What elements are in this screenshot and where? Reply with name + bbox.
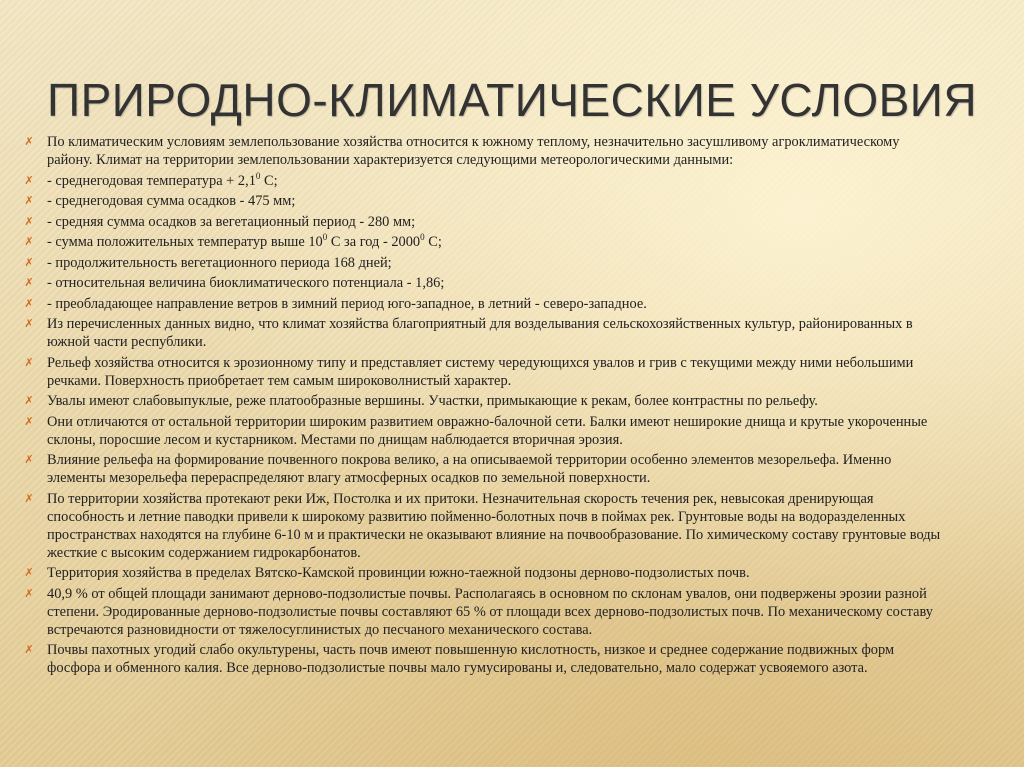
small-x-bullet-icon: ✗ bbox=[24, 214, 34, 228]
item-text: Влияние рельефа на формирование почвенного покрова велико, а на описываемой территории особенно элементов мезорельефа. Именно элементы мезорельефа перераспределяют влагу атмосферных осадков по земельной поверхности. bbox=[47, 452, 892, 486]
small-x-bullet-icon: ✗ bbox=[24, 173, 34, 187]
list-item bbox=[22, 213, 942, 231]
list-item bbox=[22, 192, 942, 210]
degree-superscript: 0 bbox=[322, 232, 328, 243]
small-x-bullet-icon: ✗ bbox=[24, 491, 34, 505]
list-item bbox=[22, 295, 942, 313]
item-text: - средняя сумма осадков за вегетационный период - 280 мм; bbox=[47, 213, 416, 230]
small-x-bullet-icon: ✗ bbox=[24, 643, 34, 656]
item-text: Почвы пахотных угодий слабо окультурены, часть почв имеют повышенную кислотность, низкое и среднее содержание подвижных форм фосфора и обменного калия. Все дерново-подзолистые почвы мало гумусированы и, следовательно, мало содержат усвояемого азота. bbox=[47, 642, 895, 676]
slide-title: ПРИРОДНО-КЛИМАТИЧЕСКИЕ УСЛОВИЯ bbox=[47, 74, 978, 126]
list-item bbox=[22, 315, 942, 351]
list-item bbox=[22, 172, 942, 190]
small-x-bullet-icon: ✗ bbox=[24, 255, 34, 269]
small-x-bullet-icon: ✗ bbox=[24, 586, 34, 600]
item-text: Они отличаются от остальной территории широким развитием овражно-балочной сети. Балки имеют неширокие днища и крутые укороченные склоны, поросшие лесом и кустарником. Местами по днищам наблюдается вторичная эрозия. bbox=[47, 413, 928, 448]
small-x-bullet-icon: ✗ bbox=[24, 355, 34, 369]
small-x-bullet-icon: ✗ bbox=[24, 453, 34, 466]
small-x-bullet-icon: ✗ bbox=[24, 235, 34, 248]
item-text: - преобладающее направление ветров в зимний период юго-западное, в летний - северо-западное. bbox=[47, 295, 647, 312]
bullet-list bbox=[22, 133, 942, 680]
item-text: По территории хозяйства протекают реки Иж, Постолка и их притоки. Незначительная скорость течения рек, невысокая дренирующая способность и летние паводки привели к широкому развитию пойменно-болотных почв в поймах рек. Грунтовые воды на водоразделенных пространствах находятся на глубине 6-10 м и практически не оказывают влияние на почвообразование. По химическому составу грунтовые воды жесткие с высоким содержанием гидрокарбонатов. bbox=[47, 490, 941, 561]
item-text: - среднегодовая температура + 2,1 bbox=[47, 172, 256, 189]
small-x-bullet-icon: ✗ bbox=[24, 135, 34, 148]
list-item bbox=[22, 641, 942, 677]
small-x-bullet-icon: ✗ bbox=[24, 317, 34, 330]
list-item bbox=[22, 133, 942, 169]
item-text: По климатическим условиям землепользование хозяйства относится к южному теплому, незначительно засушливому агроклиматическому району. Климат на территории землепользовании характеризуется следующими метеорологическими данными: bbox=[47, 134, 900, 168]
list-item bbox=[22, 354, 942, 390]
small-x-bullet-icon: ✗ bbox=[24, 414, 34, 428]
item-text: - сумма положительных температур выше 10 bbox=[47, 234, 323, 250]
item-text: - относительная величина биоклиматического потенциала - 1,86; bbox=[47, 275, 445, 291]
small-x-bullet-icon: ✗ bbox=[24, 296, 34, 310]
degree-superscript: 0 bbox=[255, 170, 261, 181]
list-item bbox=[22, 564, 942, 582]
small-x-bullet-icon: ✗ bbox=[24, 194, 34, 207]
list-item bbox=[22, 451, 942, 487]
item-text: - среднегодовая сумма осадков - 475 мм; bbox=[47, 193, 296, 209]
list-item bbox=[22, 585, 942, 639]
item-text: Увалы имеют слабовыпуклые, реже платообразные вершины. Участки, примыкающие к рекам, более контрастны по рельефу. bbox=[47, 393, 818, 409]
small-x-bullet-icon: ✗ bbox=[24, 276, 34, 289]
small-x-bullet-icon: ✗ bbox=[24, 394, 34, 407]
degree-superscript: 0 bbox=[420, 232, 425, 243]
item-text: С; bbox=[424, 234, 442, 250]
list-item bbox=[22, 490, 942, 562]
list-item bbox=[22, 413, 942, 449]
item-text: Территория хозяйства в пределах Вятско-Камской провинции южно-таежной подзоны дерново-подзолистых почв. bbox=[47, 565, 750, 581]
item-text: С; bbox=[260, 172, 278, 189]
item-text: С за год - 2000 bbox=[327, 234, 421, 250]
small-x-bullet-icon: ✗ bbox=[24, 566, 34, 579]
list-item bbox=[22, 233, 942, 251]
item-text: Из перечисленных данных видно, что климат хозяйства благоприятный для возделывания сельскохозяйственных культур, районированных в южной части республики. bbox=[47, 316, 913, 350]
item-text: Рельеф хозяйства относится к эрозионному типу и представляет систему чередующихся увалов и грив с текущими между ними небольшими речками. Поверхность приобретает тем самым широковолнистый характер. bbox=[47, 354, 914, 389]
list-item bbox=[22, 274, 942, 292]
item-text: 40,9 % от общей площади занимают дерново-подзолистые почвы. Располагаясь в основном по склонам увалов, они подвержены эрозии разной степени. Эродированные дерново-подзолистые почвы составляют 65 % от площади всех дерново-подзолистых почв. По механическому составу встречаются разновидности от тяжелосуглинистых до песчаного механического состава. bbox=[47, 585, 933, 638]
item-text: - продолжительность вегетационного периода 168 дней; bbox=[47, 254, 392, 271]
list-item bbox=[22, 254, 942, 272]
list-item bbox=[22, 392, 942, 410]
